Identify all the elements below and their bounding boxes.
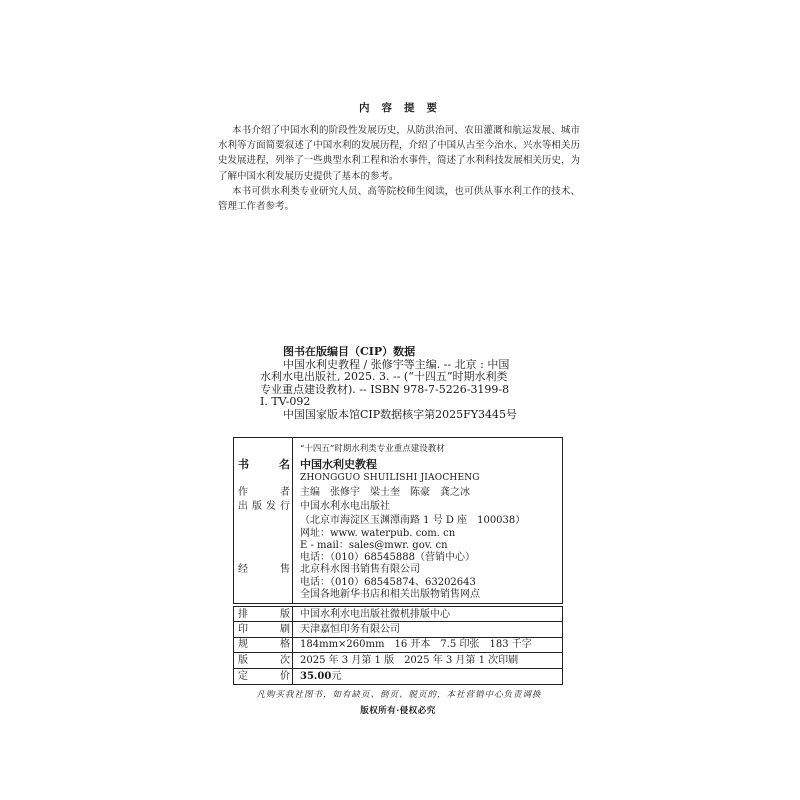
price-value	[300, 670, 341, 683]
publisher-email: E - mail：sales@mwr. gov. cn	[300, 540, 448, 551]
cip-line: 中国国家版本馆CIP数据核字第2025FY3445号	[283, 408, 518, 421]
distributor-phone: 电话：（010）68545874、63202643	[300, 576, 476, 588]
column-divider	[292, 438, 293, 603]
summary-line: 水利等方面简要叙述了中国水利的发展历程，介绍了中国从古至今治水、兴水等相关历	[218, 140, 580, 152]
publisher-phone: 电话：（010）68545888（营销中心）	[300, 551, 475, 563]
production-row	[234, 622, 562, 637]
authors: 主编 张修宇 梁士奎 陈豪 龚之冰	[300, 487, 470, 498]
publisher-address: （北京市海淀区玉渊潭南路 1 号 D 座 100038）	[300, 515, 526, 526]
sales-outlets: 全国各地新华书店和相关出版物销售网点	[300, 589, 480, 600]
summary-line: 本书介绍了中国水利的阶段性发展历史，从防洪治河、农田灌溉和航运发展、城市	[232, 125, 580, 136]
specification-label: 规格	[238, 639, 290, 651]
replacement-notice: 凡购买我社图书，如有缺页、倒页、脱页的，本社营销中心负责调换	[256, 690, 542, 700]
distributor-label: 经售	[238, 564, 290, 575]
summary-paragraph	[218, 123, 580, 184]
production-row	[234, 638, 562, 653]
typesetting-value: 中国水利水电出版社微机排版中心	[300, 608, 450, 620]
price-amount: 35.00	[300, 670, 332, 682]
summary-line: 了解中国水利发展历史提供了基本的参考。	[218, 170, 399, 182]
summary-text	[218, 123, 580, 214]
cip-line: 水利水电出版社, 2025. 3. -- (“十四五”时期水利类	[260, 371, 508, 383]
publisher-website: 网址：www. waterpub. com. cn	[300, 528, 456, 539]
summary-line: 管理工作者参考。	[218, 200, 295, 212]
price-unit: 元	[331, 670, 342, 682]
production-row	[234, 669, 562, 684]
cip-line: Ⅰ. TV-092	[260, 396, 311, 408]
publisher: 中国水利水电出版社	[300, 501, 390, 512]
edition-value: 2025 年 3 月第 1 版 2025 年 3 月第 1 次印刷	[300, 654, 519, 666]
printer-label: 印刷	[238, 624, 290, 636]
price-label: 定价	[238, 670, 290, 682]
book-title: 中国水利史教程	[300, 457, 377, 471]
cip-line: 专业重点建设教材). -- ISBN 978-7-5226-3199-8	[260, 383, 510, 396]
production-row	[234, 607, 562, 622]
summary-paragraph	[218, 184, 580, 214]
production-row	[234, 653, 562, 668]
cip-line: 中国水利史教程 / 张修宇等主编. -- 北京 : 中国	[283, 358, 510, 371]
distributor: 北京科水图书销售有限公司	[300, 564, 420, 575]
copyright-notice: 版权所有·侵权必究	[360, 706, 436, 716]
summary-title: 内容提要	[359, 102, 449, 114]
typesetting-label: 排版	[238, 608, 290, 620]
cip-block	[260, 346, 570, 421]
cip-heading: 图书在版编目（CIP）数据	[283, 346, 416, 358]
book-title-label: 书名	[238, 457, 290, 471]
series-name: “十四五”时期水利类专业重点建设教材	[300, 443, 445, 454]
summary-line: 本书可供水利类专业研究人员、高等院校师生阅读，也可供从事水利工作的技术、	[232, 185, 580, 197]
production-box	[233, 606, 563, 685]
edition-label: 版次	[238, 654, 290, 666]
summary-line: 史发展进程，列举了一些典型水利工程和治水事件，简述了水利科技发展相关历史，为	[218, 155, 580, 167]
book-title-pinyin: ZHONGGUO SHUILISHI JIAOCHENG	[300, 472, 480, 483]
publisher-label: 出版发行	[238, 501, 290, 512]
author-label: 作者	[238, 487, 290, 498]
imprint-box	[233, 437, 563, 604]
specification-value: 184mm×260mm 16 开本 7.5 印张 183 千字	[300, 639, 532, 651]
printer-value: 天津嘉恒印务有限公司	[300, 624, 400, 636]
